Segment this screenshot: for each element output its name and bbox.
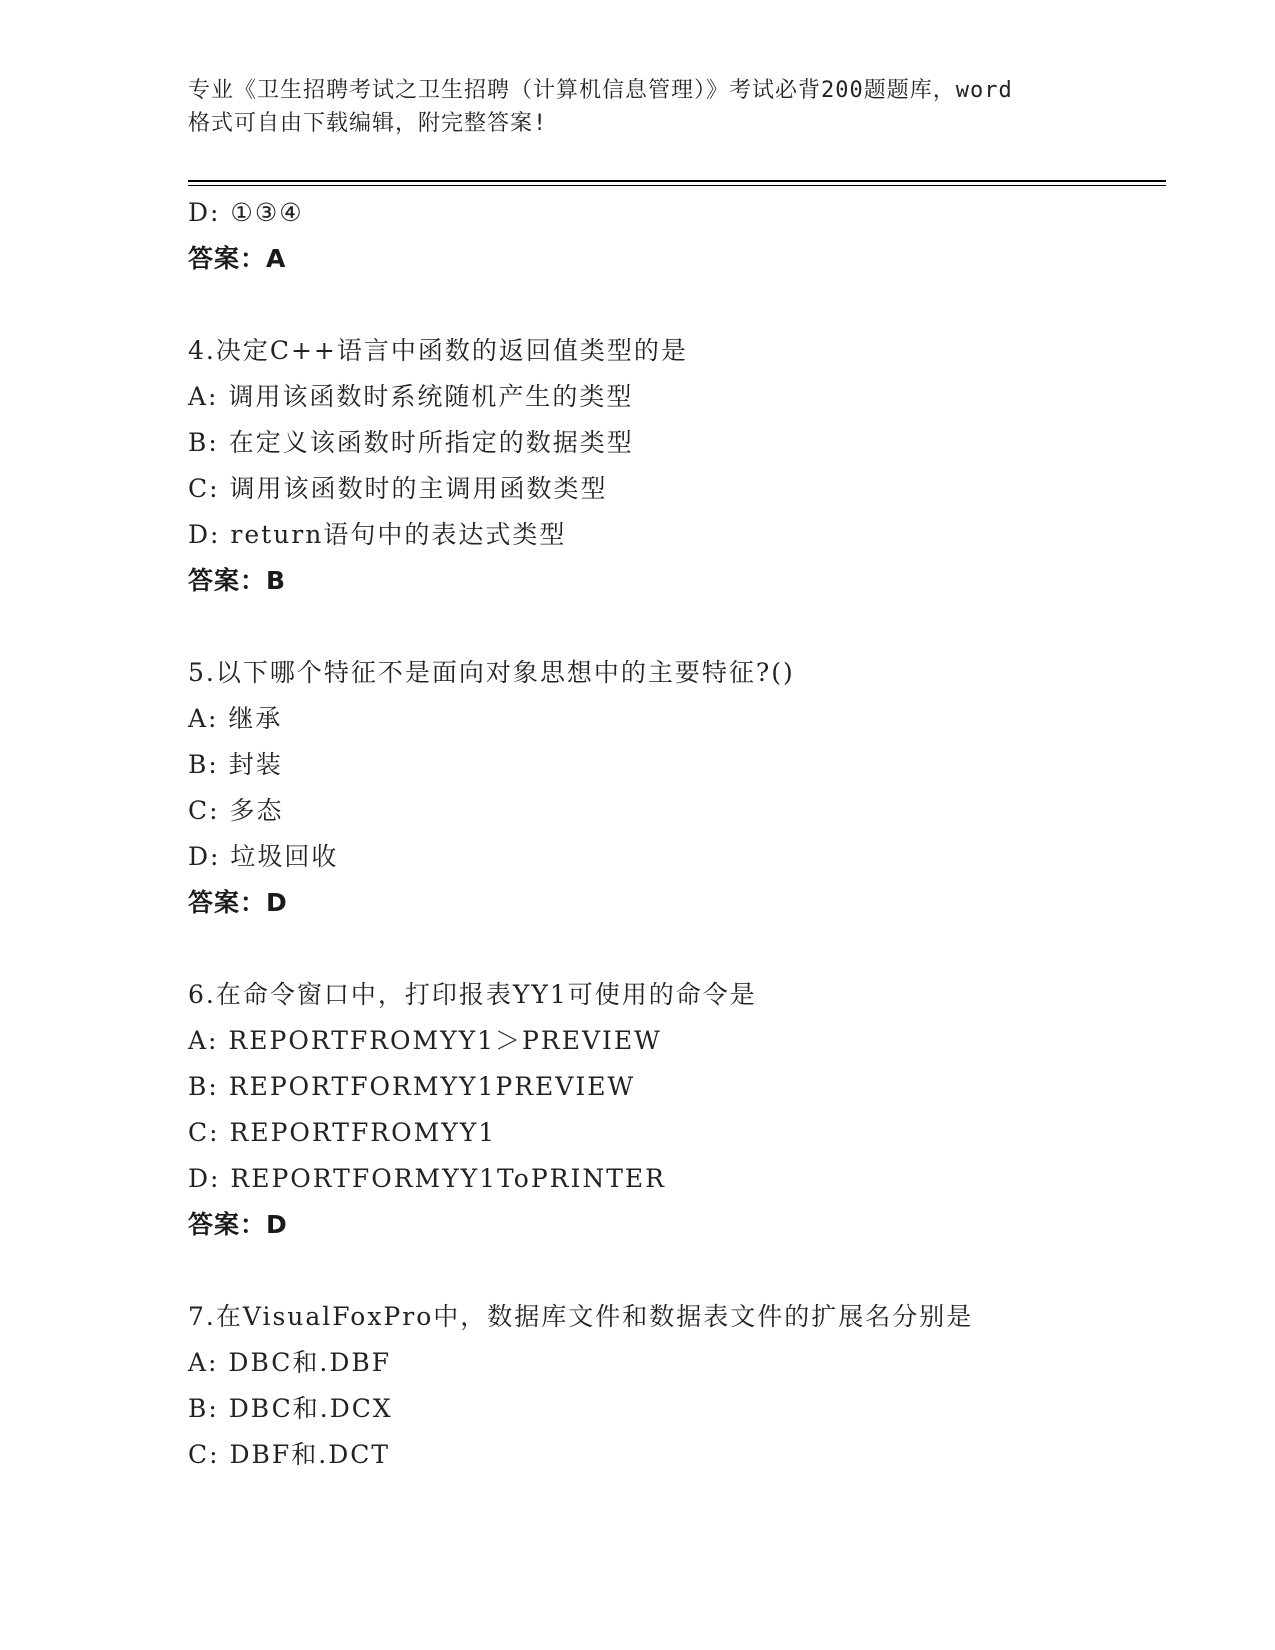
option-d: D: REPORTFORMYY1ToPRINTER [188,1164,666,1193]
header-line-2: 格式可自由下载编辑，附完整答案! [188,111,548,136]
answer-line: 答案：A [188,244,287,273]
option-d: D: return语句中的表达式类型 [188,520,567,549]
question-stem: 7.在VisualFoxPro中，数据库文件和数据表文件的扩展名分别是 [188,1302,974,1331]
option-a: A: REPORTFROMYY1＞PREVIEW [188,1026,662,1055]
question-list [188,190,1148,1478]
option-c: C: 调用该函数时的主调用函数类型 [188,474,608,503]
option-b: B: DBC和.DCX [188,1394,393,1423]
spacer [188,926,1148,972]
option-b: B: 在定义该函数时所指定的数据类型 [188,428,634,457]
question-stem: 5.以下哪个特征不是面向对象思想中的主要特征?() [188,658,795,687]
header-line-1: 专业《卫生招聘考试之卫生招聘（计算机信息管理）》考试必背200题题库，word [188,78,1013,103]
document-header [188,74,1088,140]
option-a: A: DBC和.DBF [188,1348,392,1377]
header-divider-thick [188,180,1166,182]
answer-line: 答案：D [188,1210,288,1239]
option-a: A: 调用该函数时系统随机产生的类型 [188,382,634,411]
question-stem: 6.在命令窗口中，打印报表YY1可使用的命令是 [188,980,757,1009]
header-divider-thin [188,185,1166,186]
option-d: D: ①③④ [188,198,304,227]
option-d: D: 垃圾回收 [188,842,339,871]
answer-line: 答案：B [188,566,287,595]
option-a: A: 继承 [188,704,283,733]
question-stem: 4.决定C++语言中函数的返回值类型的是 [188,336,688,365]
option-c: C: DBF和.DCT [188,1440,391,1469]
option-b: B: REPORTFORMYY1PREVIEW [188,1072,636,1101]
option-c: C: REPORTFROMYY1 [188,1118,497,1147]
option-b: B: 封装 [188,750,283,779]
option-c: C: 多态 [188,796,284,825]
spacer [188,1248,1148,1294]
spacer [188,282,1148,328]
spacer [188,604,1148,650]
answer-line: 答案：D [188,888,288,917]
